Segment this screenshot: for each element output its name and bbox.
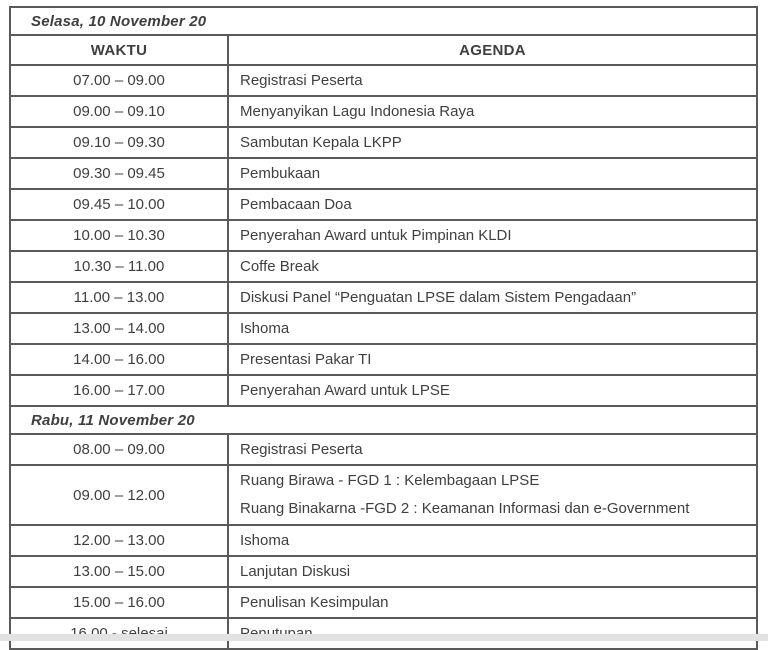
- agenda-text: Coffe Break: [240, 258, 319, 275]
- time-cell: 09.00 – 09.10: [10, 96, 228, 127]
- agenda-cell: [228, 375, 757, 406]
- agenda-table-row: [10, 96, 757, 127]
- time-cell: 08.00 – 09.00: [10, 434, 228, 465]
- agenda-table-row: [10, 465, 757, 525]
- time-cell: 09.30 – 09.45: [10, 158, 228, 189]
- agenda-table-row: [10, 282, 757, 313]
- agenda-table-row: [10, 158, 757, 189]
- agenda-cell: [228, 465, 757, 525]
- agenda-text: Penyerahan Award untuk Pimpinan KLDI: [240, 227, 512, 244]
- time-cell: 14.00 – 16.00: [10, 344, 228, 375]
- time-cell: 09.00 – 12.00: [10, 465, 228, 525]
- time-cell: 07.00 – 09.00: [10, 65, 228, 96]
- agenda-text: Diskusi Panel “Penguatan LPSE dalam Sistem Pengadaan”: [240, 289, 637, 306]
- day2-rows: [10, 434, 757, 649]
- agenda-cell: [228, 525, 757, 556]
- agenda-table: [9, 6, 758, 650]
- agenda-cell: [228, 313, 757, 344]
- time-cell: 11.00 – 13.00: [10, 282, 228, 313]
- agenda-text: Presentasi Pakar TI: [240, 351, 372, 368]
- agenda-cell: [228, 220, 757, 251]
- agenda-cell: [228, 251, 757, 282]
- agenda-cell: [228, 127, 757, 158]
- time-cell: 09.10 – 09.30: [10, 127, 228, 158]
- agenda-cell: [228, 434, 757, 465]
- agenda-table-row: [10, 313, 757, 344]
- agenda-text: Ishoma: [240, 320, 290, 337]
- time-cell: 15.00 – 16.00: [10, 587, 228, 618]
- day1-section-header: Selasa, 10 November 20: [10, 7, 757, 35]
- time-cell: 13.00 – 14.00: [10, 313, 228, 344]
- day1-header-section: [10, 7, 757, 65]
- page-bottom-edge: [0, 634, 768, 641]
- day1-section-row: [10, 7, 757, 35]
- agenda-table-row: [10, 220, 757, 251]
- time-cell: 10.00 – 10.30: [10, 220, 228, 251]
- agenda-table-row: [10, 344, 757, 375]
- day1-rows: [10, 65, 757, 406]
- day2-section-header: Rabu, 11 November 20: [10, 406, 757, 434]
- agenda-table-row: [10, 65, 757, 96]
- agenda-table-row: [10, 525, 757, 556]
- agenda-table-row: [10, 189, 757, 220]
- column-header-row: [10, 35, 757, 65]
- column-header-waktu: WAKTU: [10, 35, 228, 65]
- agenda-cell: [228, 158, 757, 189]
- time-cell: 10.30 – 11.00: [10, 251, 228, 282]
- time-cell: 09.45 – 10.00: [10, 189, 228, 220]
- agenda-text: Registrasi Peserta: [240, 72, 363, 89]
- agenda-table-row: [10, 127, 757, 158]
- day2-header-section: [10, 406, 757, 434]
- agenda-text: Menyanyikan Lagu Indonesia Raya: [240, 103, 475, 120]
- agenda-text: Registrasi Peserta: [240, 441, 363, 458]
- time-cell: 12.00 – 13.00: [10, 525, 228, 556]
- agenda-text: Penyerahan Award untuk LPSE: [240, 382, 450, 399]
- time-cell: 16.00 – 17.00: [10, 375, 228, 406]
- agenda-table-row: [10, 434, 757, 465]
- day2-section-row: [10, 406, 757, 434]
- agenda-text: Pembukaan: [240, 165, 321, 182]
- agenda-cell: [228, 189, 757, 220]
- agenda-table-row: [10, 587, 757, 618]
- agenda-cell: [228, 282, 757, 313]
- agenda-text: Ruang Binakarna -FGD 2 : Keamanan Informasi dan e-Government: [240, 500, 690, 517]
- agenda-table-row: [10, 251, 757, 282]
- agenda-table-row: [10, 556, 757, 587]
- agenda-text: Penulisan Kesimpulan: [240, 594, 389, 611]
- agenda-cell: [228, 65, 757, 96]
- column-header-agenda: AGENDA: [228, 35, 757, 65]
- agenda-text: Lanjutan Diskusi: [240, 563, 351, 580]
- agenda-text: Pembacaan Doa: [240, 196, 352, 213]
- agenda-text: Ruang Birawa - FGD 1 : Kelembagaan LPSE: [240, 472, 540, 489]
- agenda-cell: [228, 344, 757, 375]
- time-cell: 13.00 – 15.00: [10, 556, 228, 587]
- agenda-text: Ishoma: [240, 532, 290, 549]
- agenda-cell: [228, 587, 757, 618]
- agenda-cell: [228, 96, 757, 127]
- agenda-text: Sambutan Kepala LKPP: [240, 134, 402, 151]
- agenda-cell: [228, 556, 757, 587]
- agenda-table-row: [10, 375, 757, 406]
